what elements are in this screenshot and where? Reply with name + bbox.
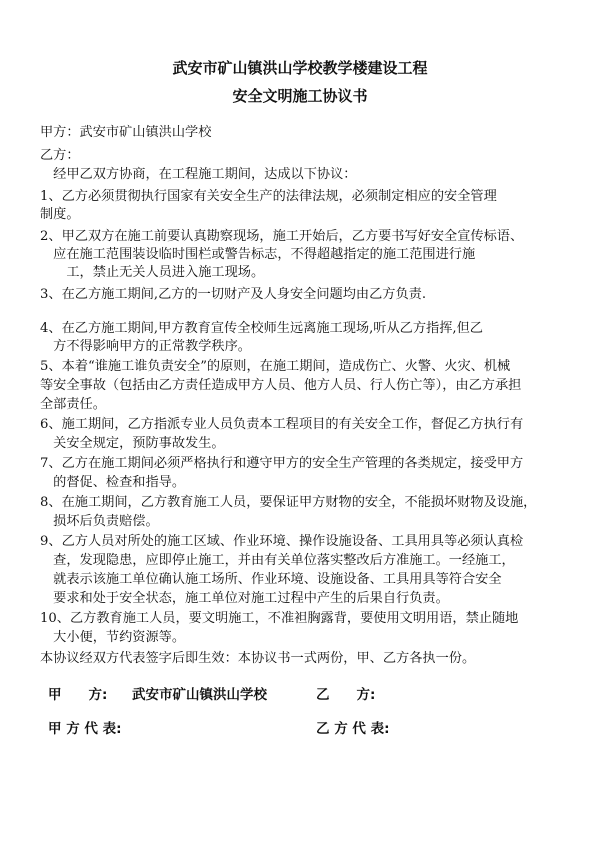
clause-2-line-2: 应在施工范围装设临时围栏或警告标志，不得超越指定的施工范围进行施 (40, 247, 476, 262)
party-b-rep-label: 乙 方 代 表: (316, 721, 390, 737)
party-a-rep-label: 甲 方 代 表: (48, 721, 122, 737)
clause-5-line-1: 5、本着“谁施工谁负责安全”的原则，在施工期间，造成伤亡、火警、火灾、机械 (40, 359, 511, 374)
clause-8-line-1: 8、在施工期间，乙方教育施工人员，要保证甲方财物的安全，不能损坏财物及设施， (40, 495, 537, 510)
clause-9-line-2: 查，发现隐患，应即停止施工，并由有关单位落实整改后方准施工。一经施工， (40, 553, 515, 568)
clause-6-line-1: 6、施工期间，乙方指派专业人员负责本工程项目的有关安全工作，督促乙方执行有 (40, 417, 524, 432)
party-b-line: 乙方： (40, 148, 80, 163)
clause-1-line-1: 1、乙方必须贯彻执行国家有关安全生产的法律法规，必须制定相应的安全管理 (40, 189, 497, 204)
clause-7-line-1: 7、乙方在施工期间必须严格执行和遵守甲方的安全生产管理的各类规定，接受甲方 (40, 456, 524, 471)
clause-8-line-2: 损坏后负责赔偿。 (40, 514, 159, 529)
clause-9-line-4: 要求和处于安全状态，施工单位对施工过程中产生的后果自行负责。 (40, 591, 449, 606)
clause-2-line-1: 2、甲乙双方在施工前要认真勘察现场，施工开始后，乙方要书写好安全宣传标语、 (40, 229, 524, 244)
effect-statement: 本协议经双方代表签字后即生效：本协议书一式两份，甲、乙方各执一份。 (40, 651, 476, 666)
clause-9-line-1: 9、乙方人员对所处的施工区域、作业环境、操作设施设备、工具用具等必须认真检 (40, 534, 524, 549)
party-b-sign-label: 乙 方: (316, 687, 376, 703)
clause-1-line-2: 制度。 (40, 207, 80, 222)
clause-4-line-1: 4、在乙方施工期间,甲方教育宣传全校师生远离施工现场,听从乙方指挥,但乙 (40, 321, 483, 336)
clause-2-line-3: 工，禁止无关人员进入施工现场。 (40, 265, 265, 280)
document-title: 武安市矿山镇洪山学校教学楼建设工程 (172, 59, 428, 77)
clause-5-line-2: 等安全事故（包括由乙方责任造成甲方人员、他方人员、行人伤亡等），由乙方承担 (40, 378, 522, 393)
party-a-line: 甲方：武安市矿山镇洪山学校 (40, 125, 212, 140)
clause-4-line-2: 方不得影响甲方的正常教学秩序。 (40, 339, 251, 354)
clause-6-line-2: 关安全规定，预防事故发生。 (40, 436, 225, 451)
party-a-sign-label: 甲 方: (48, 687, 108, 703)
clause-10-line-2: 大小便，节约资源等。 (40, 630, 186, 645)
clause-10-line-1: 10、乙方教育施工人员，要文明施工，不准袒胸露背，要使用文明用语，禁止随地 (40, 611, 519, 626)
document-subtitle: 安全文明施工协议书 (232, 87, 368, 105)
party-a-sign-name: 武安市矿山镇洪山学校 (132, 687, 267, 703)
clause-3-line-1: 3、在乙方施工期间,乙方的一切财产及人身安全问题均由乙方负责. (40, 287, 427, 302)
clause-5-line-3: 全部责任。 (40, 397, 106, 412)
clause-7-line-2: 的督促、检查和指导。 (40, 475, 186, 490)
intro-line: 经甲乙双方协商，在工程施工期间，达成以下协议： (40, 167, 357, 182)
clause-9-line-3: 就表示该施工单位确认施工场所、作业环境、设施设备、工具用具等符合安全 (40, 572, 502, 587)
